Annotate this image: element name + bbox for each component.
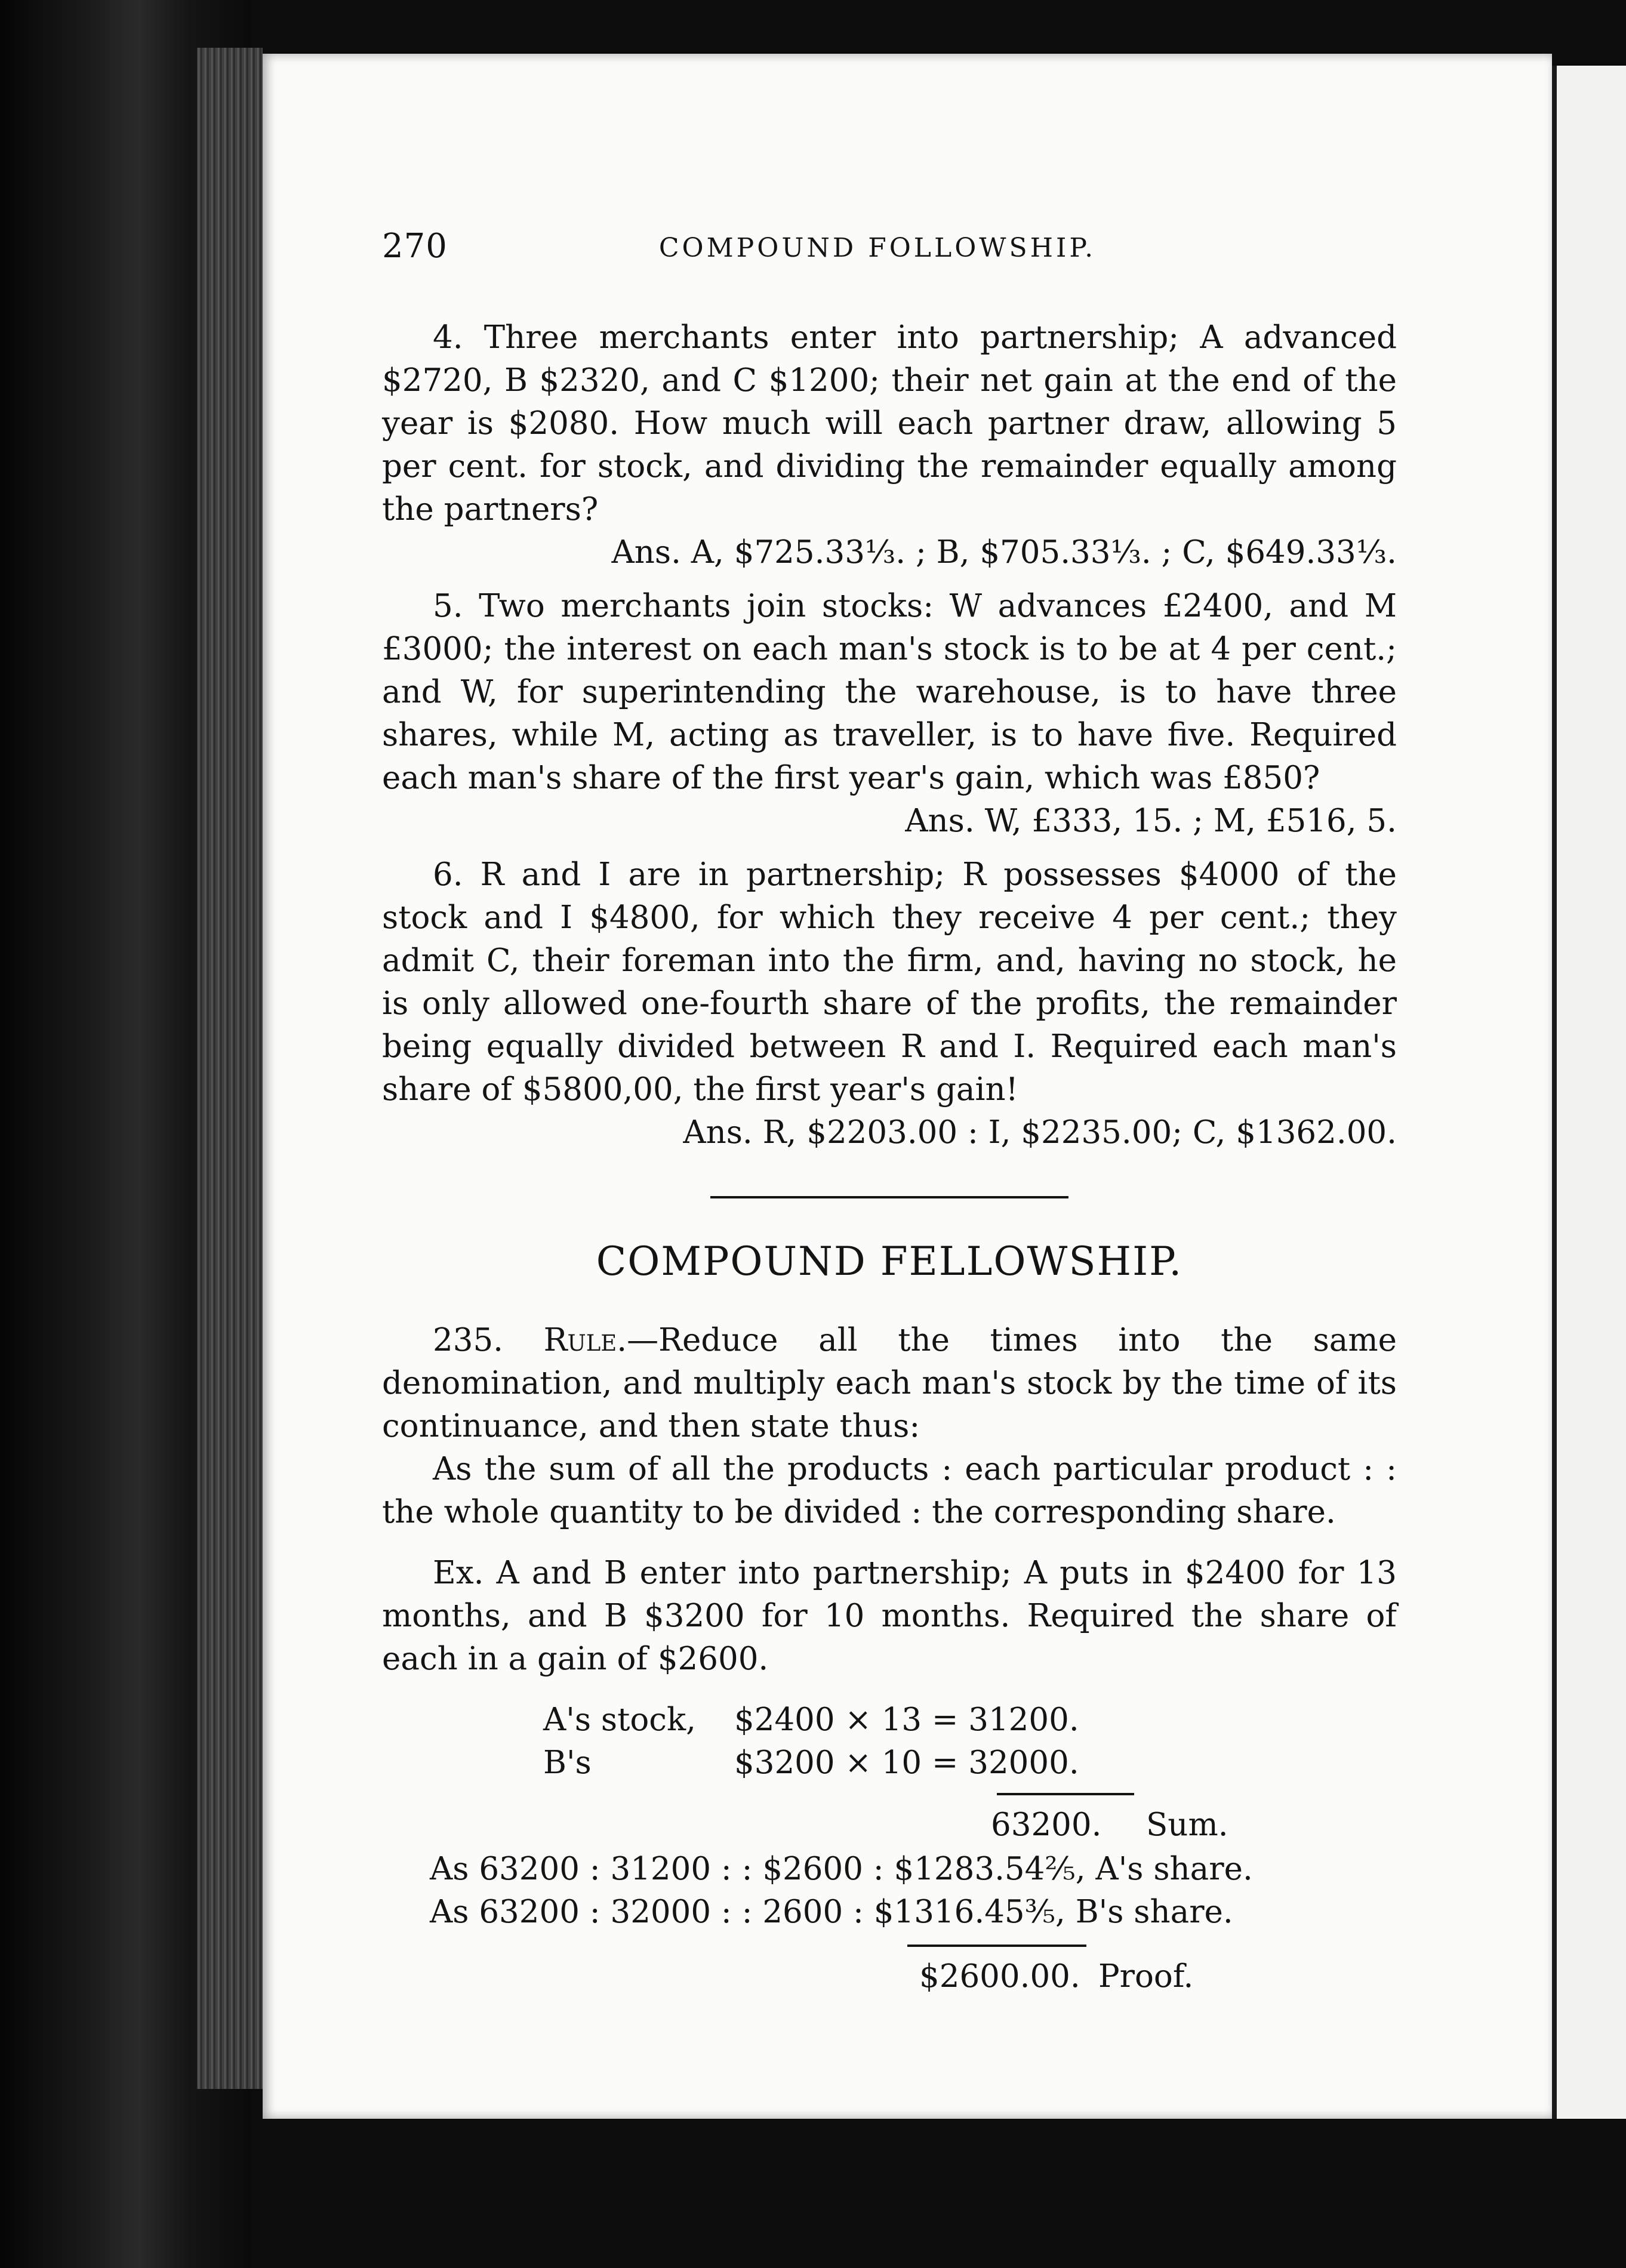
- b-share-proportion: As 63200 : 32000 : : 2600 : $1316.45⅗, B's share.: [430, 1894, 1233, 1930]
- problem-5-answer: Ans. W, £333, 15. ; M, £516, 5.: [905, 803, 1397, 839]
- running-head: COMPOUND FOLLOWSHIP.: [658, 233, 1097, 263]
- b-stock-label: B's: [543, 1745, 592, 1781]
- example-paragraph: [382, 1552, 1397, 1681]
- problem-5-text: 5. Two merchants join stocks: W advances £2400, and M £3000; the interest on each man's stock is to be at 4 per cent.; and W, for superintending the warehouse, is to have three shares, while M, acting as traveller, is to have five. Required each man's share of the first year's gain, which was £850?: [382, 588, 1397, 796]
- facing-page-edge: [1552, 66, 1626, 2119]
- proof-value: $2600.00.: [919, 1958, 1080, 1995]
- a-share-proportion: As 63200 : 31200 : : $2600 : $1283.54⅖, A's share.: [430, 1851, 1253, 1887]
- page-content: [382, 316, 1397, 2128]
- example-label: Ex.: [433, 1555, 484, 1591]
- b-stock-line: $3200 × 10 = 32000.: [734, 1745, 1079, 1781]
- a-stock-label: A's stock,: [543, 1702, 696, 1738]
- book-page: [263, 54, 1552, 2119]
- rule-label: Rule.: [543, 1322, 627, 1358]
- section-divider: [710, 1196, 1068, 1198]
- products-sum: 63200.: [991, 1807, 1102, 1843]
- proportion-statement: As the sum of all the products : each particular product : : the whole quantity to be divided : the corresponding share.: [382, 1451, 1397, 1530]
- sum-label: Sum.: [1146, 1807, 1228, 1843]
- problem-6-text: 6. R and I are in partnership; R possesses $4000 of the stock and I $4800, for which they receive 4 per cent.; they admit C, their foreman into the firm, and, having no stock, he is only allowed one-fourth share of the profits, the remainder being equally divided between R and I. Required each man's share of $5800,00, the first year's gain!: [382, 856, 1397, 1108]
- problem-4-text: 4. Three merchants enter into partnership; A advanced $2720, B $2320, and C $1200; their net gain at the end of the year is $2080. How much will each partner draw, allowing 5 per cent. for stock, and dividing the remainder equally among the partners?: [382, 319, 1397, 528]
- problem-6-answer: Ans. R, $2203.00 : I, $2235.00; C, $1362.00.: [683, 1114, 1397, 1151]
- page-number: 270: [382, 227, 448, 266]
- page-header: [382, 227, 1373, 281]
- a-stock-line: $2400 × 13 = 31200.: [734, 1702, 1079, 1738]
- rule-paragraph: [382, 1319, 1397, 1448]
- proof-label: Proof.: [1098, 1958, 1194, 1995]
- example-calculation: [382, 1699, 1397, 2128]
- proof-rule: [907, 1945, 1086, 1947]
- example-text: A and B enter into partnership; A puts in $2400 for 13 months, and B $3200 for 10 months. Required the share of each in a gain of $2600.: [382, 1555, 1397, 1677]
- page-stack-edge: [197, 48, 263, 2089]
- rule-number: 235.: [433, 1322, 504, 1358]
- problem-4-answer: Ans. A, $725.33⅓. ; B, $705.33⅓. ; C, $649.33⅓.: [611, 534, 1397, 571]
- rule-text: —Reduce all the times into the same denomination, and multiply each man's stock by the time of its continuance, and then state thus:: [382, 1322, 1397, 1444]
- section-title: COMPOUND FELLOWSHIP.: [596, 1238, 1183, 1284]
- sum-rule: [997, 1793, 1134, 1795]
